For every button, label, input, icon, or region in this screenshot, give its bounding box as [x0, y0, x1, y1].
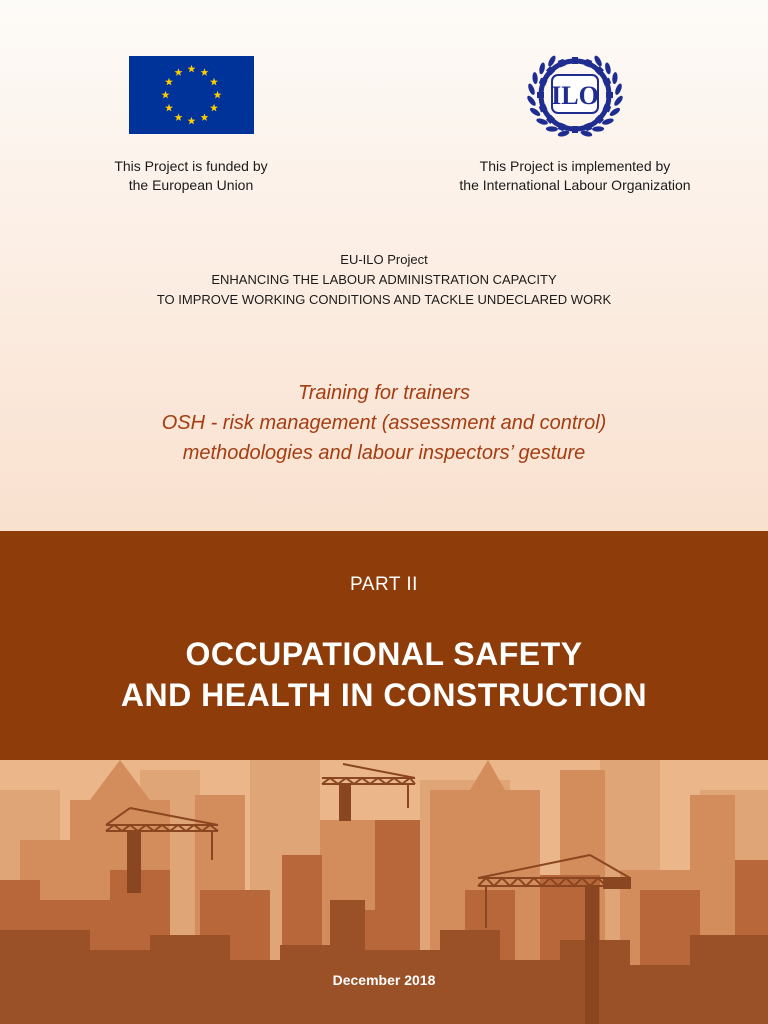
eu-star-icon: [201, 113, 209, 121]
project-line3: TO IMPROVE WORKING CONDITIONS AND TACKLE UNDECLARED WORK: [156, 292, 612, 307]
eu-star-icon: [201, 68, 209, 76]
eu-star-icon: [175, 113, 183, 121]
eu-star-icon: [210, 78, 218, 86]
eu-star-icon: [165, 78, 173, 86]
publication-date: December 2018: [332, 972, 436, 988]
eu-star-icon: [188, 65, 196, 73]
training-line1: Training for trainers: [298, 382, 470, 404]
eu-stars-icon: [129, 56, 254, 134]
part-label: PART II: [350, 574, 418, 595]
title-line1: OCCUPATIONAL SAFETY: [185, 636, 583, 672]
title-line2: AND HEALTH IN CONSTRUCTION: [120, 677, 648, 713]
eu-star-icon: [165, 104, 173, 112]
training-line2: OSH - risk management (assessment and control): [161, 412, 607, 434]
eu-star-icon: [175, 68, 183, 76]
project-title-block: [0, 250, 768, 310]
svg-text:ILO: ILO: [551, 81, 599, 110]
project-line2: ENHANCING THE LABOUR ADMINISTRATION CAPACITY: [211, 272, 557, 287]
eu-star-icon: [188, 117, 196, 125]
ilo-implementation-caption: [430, 157, 720, 195]
eu-flag-logo: [129, 56, 254, 134]
training-subtitle: [0, 378, 768, 468]
ilo-caption-line2: the International Labour Organization: [459, 177, 691, 193]
eu-caption-line2: the European Union: [128, 177, 254, 193]
eu-star-icon: [162, 91, 170, 99]
ilo-emblem-icon: [518, 48, 632, 142]
eu-caption-line1: This Project is funded by: [114, 158, 268, 174]
ilo-logo: [518, 48, 632, 142]
document-title: [0, 634, 768, 716]
eu-funding-caption: [76, 157, 306, 195]
ilo-caption-line1: This Project is implemented by: [479, 158, 671, 174]
training-line3: methodologies and labour inspectors’ gesture: [182, 442, 586, 464]
eu-star-icon: [214, 91, 222, 99]
project-line1: EU-ILO Project: [340, 252, 428, 267]
eu-star-icon: [210, 104, 218, 112]
